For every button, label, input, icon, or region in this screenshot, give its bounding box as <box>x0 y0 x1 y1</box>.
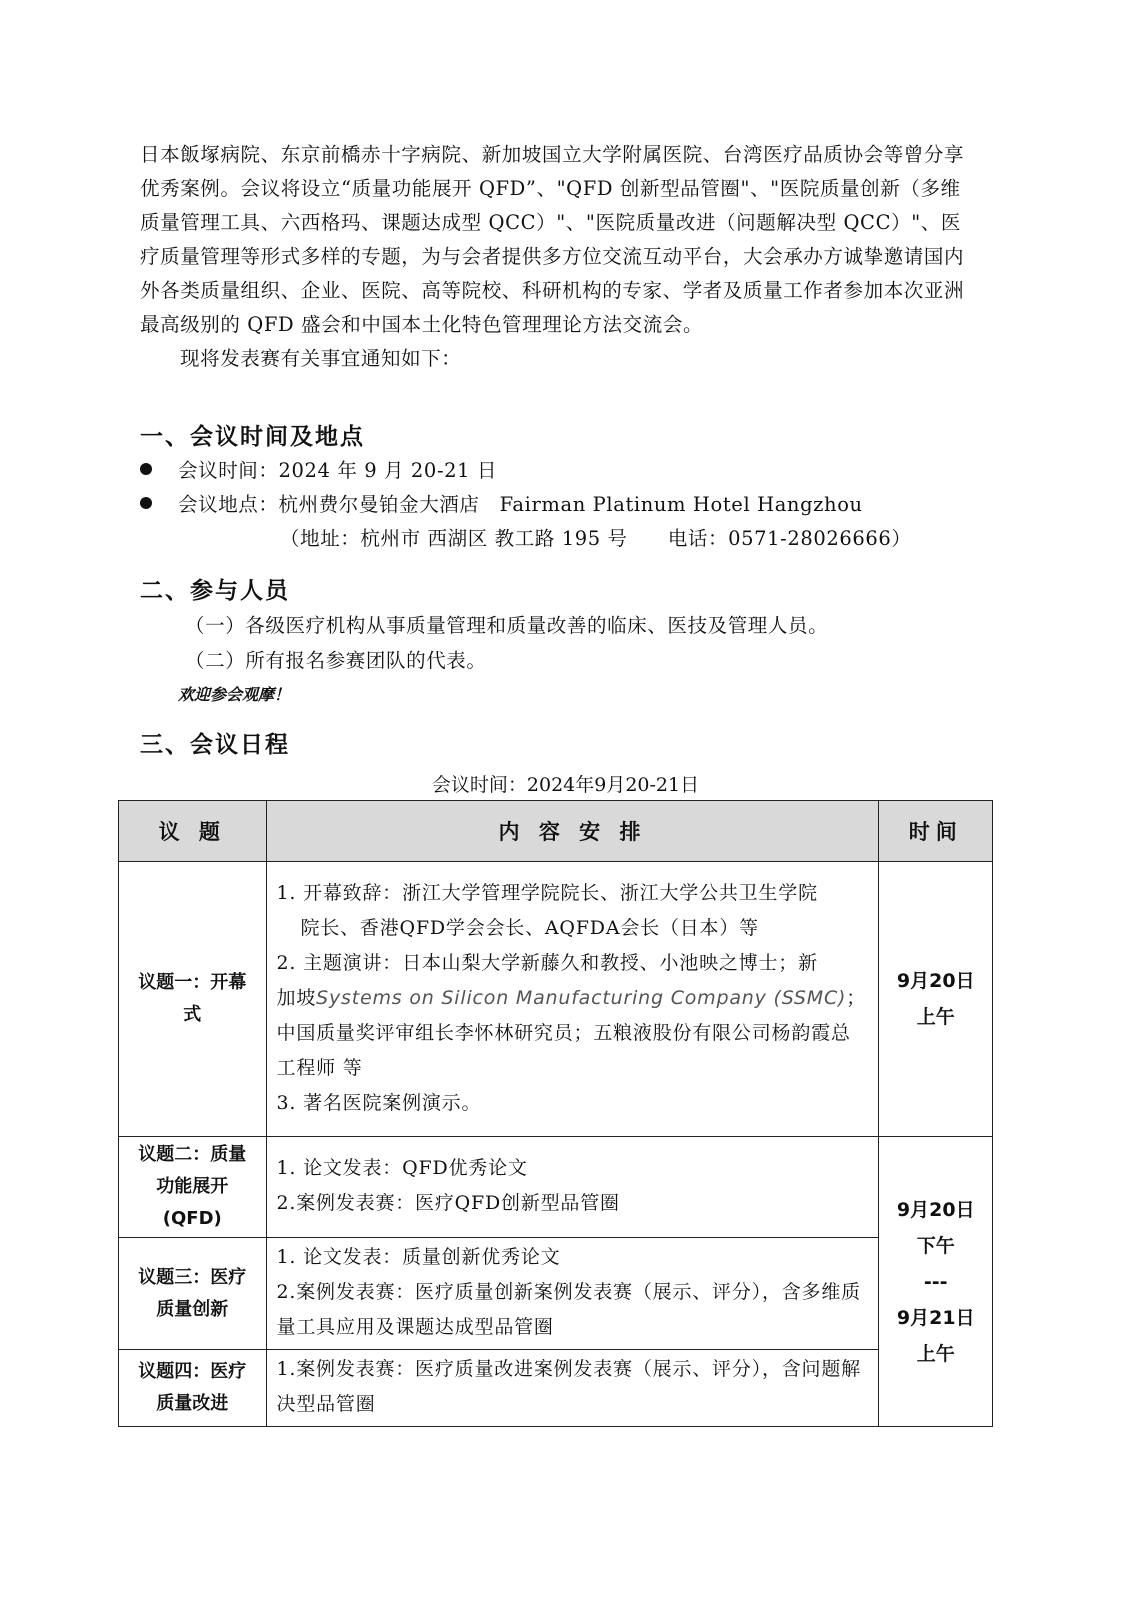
table-row <box>119 1350 993 1427</box>
header-topic: 议 题 <box>119 801 267 862</box>
header-content: 内 容 安 排 <box>266 801 879 862</box>
content-line: 1. 论文发表：QFD优秀论文 <box>276 1157 528 1179</box>
meeting-place: 会议地点：杭州费尔曼铂金大酒店 Fairman Platinum Hotel Hangzhou <box>178 493 863 516</box>
participant-item-1: （一）各级医疗机构从事质量管理和质量改善的临床、医技及管理人员。 <box>185 614 829 637</box>
time-period: 上午 <box>916 1342 955 1365</box>
topic-cell: 议题一：开幕式 <box>119 862 267 1137</box>
topic-line: 质量改进 <box>156 1393 229 1414</box>
welcome-note: 欢迎参会观摩！ <box>178 685 291 704</box>
bullet-icon <box>140 497 152 509</box>
meeting-address: （地址：杭州市 西湖区 教工路 195 号 电话：0571-28026666） <box>280 527 912 550</box>
topic-line: (QFD) <box>162 1208 222 1229</box>
content-cell <box>266 1238 879 1350</box>
topic-line: 议题三：医疗 <box>138 1266 247 1288</box>
table-row <box>119 862 993 1137</box>
topic-line: 议题四：医疗 <box>138 1361 247 1382</box>
content-cell <box>266 1137 879 1238</box>
content-line: 1. 论文发表：质量创新优秀论文 <box>276 1246 561 1268</box>
topic-cell <box>119 1350 267 1427</box>
content-line: 1.案例发表赛：医疗质量改进案例发表赛（展示、评分），含问题解决型品管圈 <box>276 1358 861 1415</box>
content-line <box>277 981 871 1016</box>
content-cell <box>266 1350 879 1427</box>
content-line: 1. 开幕致辞：浙江大学管理学院院长、浙江大学公共卫生学院 <box>276 881 818 904</box>
topic-line: 议题二：质量 <box>138 1144 247 1165</box>
content-text: 加坡 <box>276 986 317 1009</box>
agenda-table <box>118 800 993 1427</box>
bullet-icon <box>140 463 152 475</box>
topic-line: 质量创新 <box>156 1298 229 1320</box>
intro-paragraph: 日本飯塚病院、东京前橋赤十字病院、新加坡国立大学附属医院、台湾医疗品质协会等曾分享优秀案例。会议将设立“质量功能展开 QFD”、"QFD 创新型品管圈"、"医院质量创新（多维质量管理工具、六西格玛、课题达成型 QCC）"、"医院质量改进（问题解决型 QCC）"、医疗质量管理等形式多样的专题，为与会者提供多方位交流互动平台，大会承办方诚挚邀请国内外各类质量组织、企业、医院、高等院校、科研机构的专家、学者及质量工作者参加本次亚洲最高级别的 QFD 盛会和中国本土化特色管理理论方法交流会。 <box>140 143 965 336</box>
table-header-row <box>119 801 993 862</box>
table-row <box>119 1137 993 1238</box>
time-period: 下午 <box>916 1234 955 1257</box>
time-date: 9月20日 <box>896 1198 975 1221</box>
section2-heading: 二、参与人员 <box>140 578 290 604</box>
time-date: 9月20日 <box>896 970 975 992</box>
content-line: 2.案例发表赛：医疗质量创新案例发表赛（展示、评分），含多维质量工具应用及课题达成型品管圈 <box>276 1281 861 1338</box>
section3-heading: 三、会议日程 <box>140 732 290 758</box>
topic-line: 功能展开 <box>156 1176 229 1197</box>
notice-line: 现将发表赛有关事宜通知如下： <box>180 347 462 370</box>
meeting-time: 会议时间：2024 年 9 月 20-21 日 <box>178 459 498 482</box>
schedule-caption: 会议时间：2024年9月20-21日 <box>431 774 700 796</box>
time-cell <box>879 1137 993 1427</box>
time-cell <box>879 862 993 1137</box>
time-separator: --- <box>923 1270 948 1293</box>
content-line: 3. 著名医院案例演示。 <box>276 1091 482 1114</box>
time-date: 9月21日 <box>896 1306 975 1329</box>
section1-heading: 一、会议时间及地点 <box>140 424 365 450</box>
intro-section <box>140 138 980 376</box>
content-text: ； <box>846 986 867 1009</box>
topic-cell <box>119 1238 267 1350</box>
content-cell <box>266 862 879 1137</box>
table-row <box>119 1238 993 1350</box>
content-line: 院长、香港QFD学会会长、AQFDA会长（日本）等 <box>300 916 759 939</box>
content-line: 2. 主题演讲：日本山梨大学新藤久和教授、小池映之博士；新 <box>276 951 818 974</box>
company-name: Systems on Silicon Manufacturing Company (SSMC) <box>316 986 847 1009</box>
topic-cell <box>119 1137 267 1238</box>
content-line: 2.案例发表赛：医疗QFD创新型品管圈 <box>276 1192 620 1214</box>
content-line: 中国质量奖评审组长李怀林研究员；五粮液股份有限公司杨韵霞总工程师 等 <box>276 1021 851 1079</box>
header-time: 时间 <box>879 801 993 862</box>
time-period: 上午 <box>916 1006 955 1028</box>
participant-item-2: （二）所有报名参赛团队的代表。 <box>185 649 487 672</box>
